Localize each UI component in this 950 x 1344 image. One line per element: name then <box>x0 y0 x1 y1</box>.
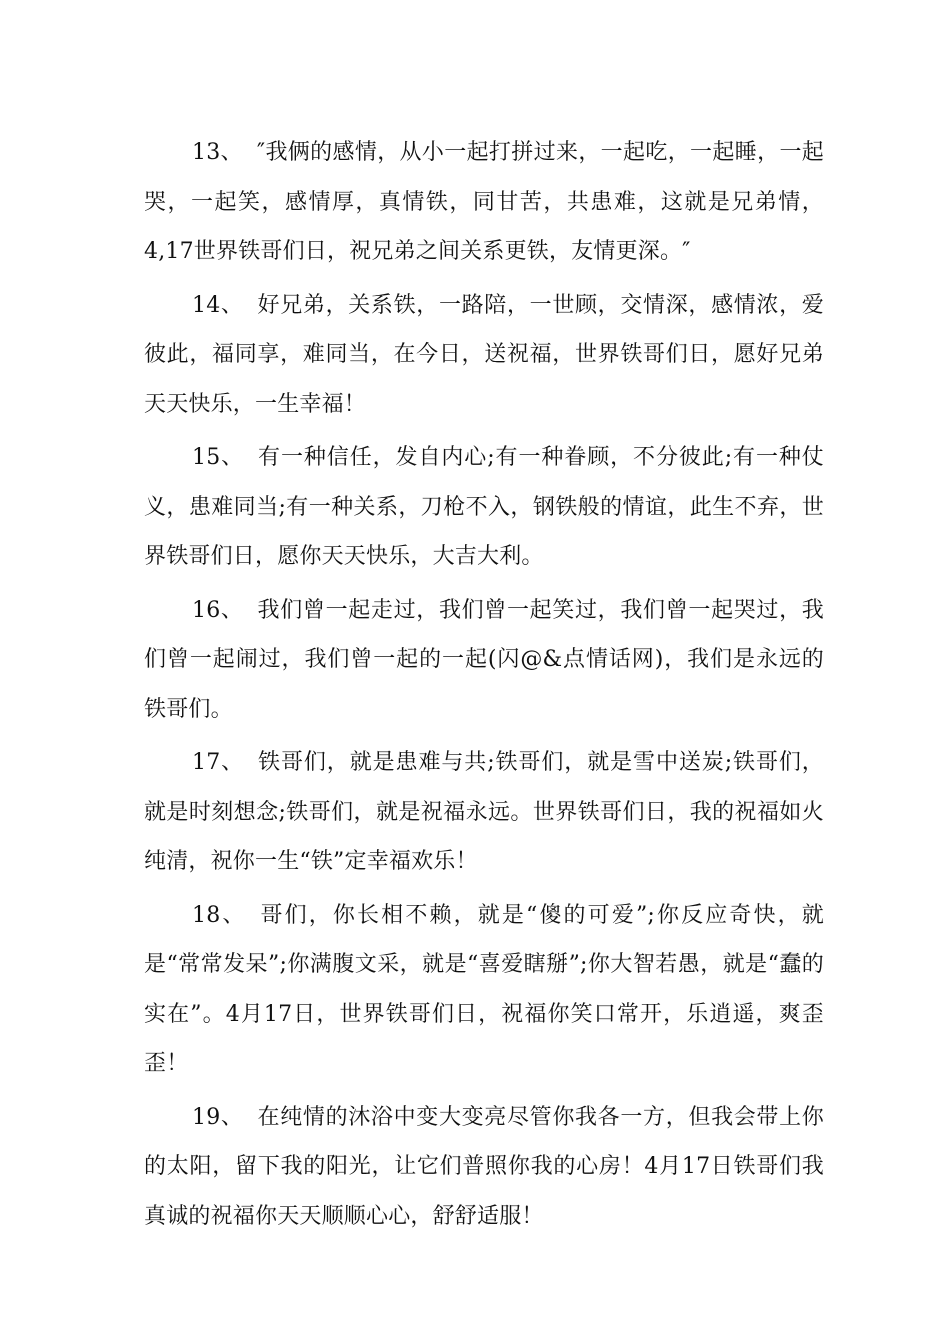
paragraph-text: 有一种信任，发自内心;有一种眷顾，不分彼此;有一种仗义，患难同当;有一种关系，刀枪不入，钢铁般的情谊，此生不弃，世界铁哥们日，愿你天天快乐，大吉大利。 <box>144 445 824 569</box>
paragraph-19 <box>144 1093 824 1242</box>
paragraph-number: 18、 <box>192 902 247 928</box>
paragraph-text: 铁哥们，就是患难与共;铁哥们，就是雪中送炭;铁哥们，就是时刻想念;铁哥们，就是祝福永远。世界铁哥们日，我的祝福如火纯清，祝你一生“铁”定幸福欢乐！ <box>144 750 824 874</box>
paragraph-17 <box>144 738 824 887</box>
paragraph-15 <box>144 433 824 582</box>
paragraph-number: 15、 <box>192 445 245 470</box>
paragraph-text: ″我俩的感情，从小一起打拼过来，一起吃，一起睡，一起哭，一起笑，感情厚，真情铁，同甘苦，共患难，这就是兄弟情，4,17世界铁哥们日，祝兄弟之间关系更铁，友情更深。″ <box>144 140 824 264</box>
paragraph-14 <box>144 281 824 430</box>
paragraph-13 <box>144 128 824 277</box>
paragraph-text: 好兄弟，关系铁，一路陪，一世顾，交情深，感情浓，爱彼此，福同享，难同当，在今日，送祝福，世界铁哥们日，愿好兄弟天天快乐，一生幸福！ <box>144 292 824 417</box>
paragraph-16 <box>144 586 824 735</box>
document-body <box>144 128 824 1245</box>
paragraph-18 <box>144 891 824 1089</box>
paragraph-number: 17、 <box>192 750 245 775</box>
paragraph-number: 16、 <box>192 597 244 623</box>
paragraph-number: 13、 <box>192 140 243 165</box>
paragraph-text: 哥们，你长相不赖，就是“傻的可爱”;你反应奇快，就是“常常发呆”;你满腹文采，就是“喜爱瞎掰”;你大智若愚，就是“蠢的实在”。4月17日，世界铁哥们日，祝福你笑口常开，乐逍遥，爽歪歪！ <box>144 902 824 1076</box>
paragraph-number: 19、 <box>192 1104 244 1130</box>
paragraph-text: 在纯情的沐浴中变大变亮尽管你我各一方，但我会带上你的太阳，留下我的阳光，让它们普照你我的心房！4月17日铁哥们我真诚的祝福你天天顺顺心心，舒舒适服！ <box>144 1104 824 1229</box>
paragraph-number: 14、 <box>192 292 244 318</box>
paragraph-text: 我们曾一起走过，我们曾一起笑过，我们曾一起哭过，我们曾一起闹过，我们曾一起的一起(闪@&点情话网)，我们是永远的铁哥们。 <box>144 597 824 722</box>
